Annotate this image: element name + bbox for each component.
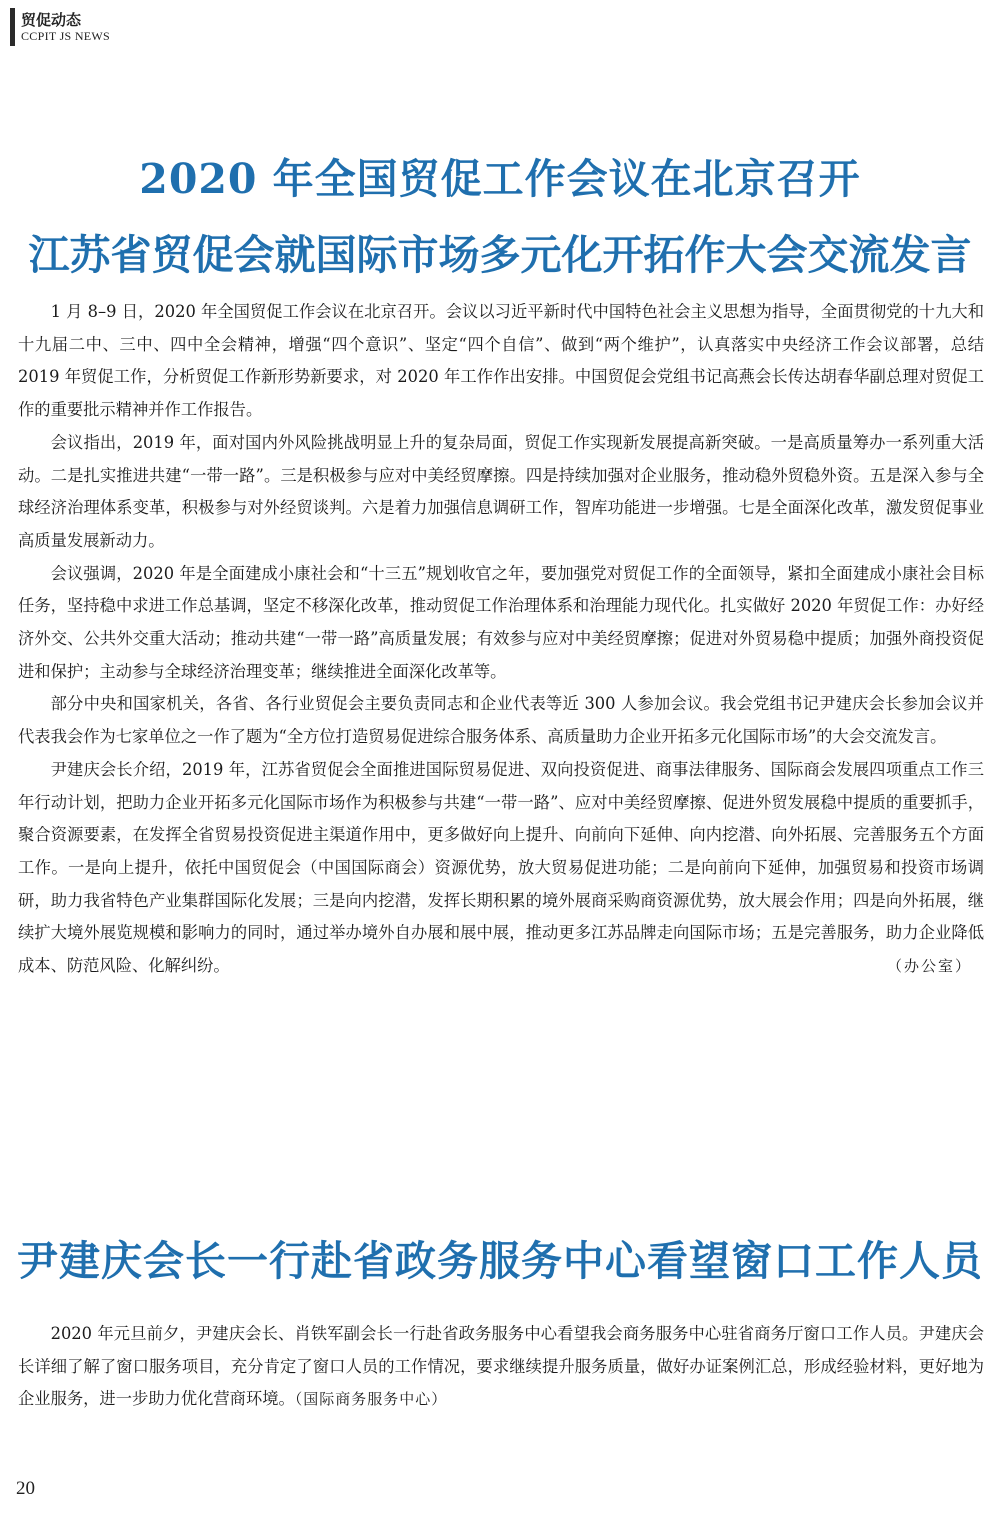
article2-source: （国际商务服务中心）: [294, 1390, 448, 1409]
header-text: [21, 8, 110, 46]
article1-paragraph-last: [18, 754, 984, 983]
section-name-en: CCPIT JS NEWS: [21, 28, 111, 43]
article2-body: [18, 1318, 984, 1416]
article1-paragraph: 会议强调，2020 年是全面建成小康社会和“十三五”规划收官之年，要加强党对贸促工作的全面领导，紧扣全面建成小康社会目标任务，坚持稳中求进工作总基调，坚定不移深化改革，推动贸促工作治理体系和治理能力现代化。扎实做好 2020 年贸促工作：办好经济外交、公共外交重大活动；推动共建“一带一路”高质量发展；有效参与应对中美经贸摩擦；促进对外贸易稳中提质；加强外商投资促进和保护；主动参与全球经济治理变革；继续推进全面深化改革等。: [18, 563, 984, 681]
section-name-cn: 贸促动态: [21, 10, 82, 29]
article2-paragraph-text: 2020 年元旦前夕，尹建庆会长、肖铁军副会长一行赴省政务服务中心看望我会商务服务中心驻省商务厅窗口工作人员。尹建庆会长详细了解了窗口服务项目，充分肯定了窗口人员的工作情况，要求继续提升服务质量，做好办证案例汇总，形成经验材料，更好地为企业服务，进一步助力优化营商环境。: [18, 1324, 984, 1409]
article2-paragraph: [18, 1318, 984, 1416]
article1-paragraph: 部分中央和国家机关，各省、各行业贸促会主要负责同志和企业代表等近 300 人参加会议。我会党组书记尹建庆会长参加会议并代表我会作为七家单位之一作了题为“全方位打造贸易促进综合服务体系、高质量助力企业开拓多元化国际市场”的大会交流发言。: [18, 694, 984, 747]
article1-body: [18, 296, 984, 983]
article1-paragraph: 会议指出，2019 年，面对国内外风险挑战明显上升的复杂局面，贸促工作实现新发展提高新突破。一是高质量筹办一系列重大活动。二是扎实推进共建“一带一路”。三是积极参与应对中美经贸摩擦。四是持续加强对企业服务，推动稳外贸稳外资。五是深入参与全球经济治理体系变革，积极参与对外经贸谈判。六是着力加强信息调研工作，智库功能进一步增强。七是全面深化改革，激发贸促事业高质量发展新动力。: [18, 432, 984, 550]
header-accent-bar: [10, 8, 15, 46]
article1-paragraph: 1 月 8–9 日，2020 年全国贸促工作会议在北京召开。会议以习近平新时代中国特色社会主义思想为指导，全面贯彻党的十九大和十九届二中、三中、四中全会精神，增强“四个意识”、坚定“四个自信”、做到“两个维护”，认真落实中央经济工作会议部署，总结 2019 年贸促工作，分析贸促工作新形势新要求，对 2020 年工作作出安排。中国贸促会党组书记高燕会长传达胡春华副总理对贸促工作的重要批示精神并作工作报告。: [18, 302, 984, 420]
article1-source: （办公室）: [886, 957, 972, 976]
article1-paragraph-text: 尹建庆会长介绍，2019 年，江苏省贸促会全面推进国际贸易促进、双向投资促进、商事法律服务、国际商会发展四项重点工作三年行动计划，把助力企业开拓多元化国际市场作为积极参与共建“一带一路”、应对中美经贸摩擦、促进外贸发展稳中提质的重要抓手，聚合资源要素，在发挥全省贸易投资促进主渠道作用中，更多做好向上提升、向前向下延伸、向内挖潜、向外拓展、完善服务五个方面工作。一是向上提升，依托中国贸促会（中国国际商会）资源优势，放大贸易促进功能；二是向前向下延伸，加强贸易和投资市场调研，助力我省特色产业集群国际化发展；三是向内挖潜，发挥长期积累的境外展商采购商资源优势，放大展会作用；四是向外拓展，继续扩大境外展览规模和影响力的同时，通过举办境外自办展和展中展，推动更多江苏品牌走向国际市场；五是完善服务，助力企业降低成本、防范风险、化解纠纷。: [18, 759, 984, 976]
page-number: 20: [16, 1478, 35, 1499]
section-header: [10, 8, 110, 46]
article2-title: 尹建庆会长一行赴省政务服务中心看望窗口工作人员: [17, 1237, 983, 1285]
article1-title-line2: 江苏省贸促会就国际市场多元化开拓作大会交流发言: [28, 231, 972, 279]
article1-title-line1: 2020 年全国贸促工作会议在北京召开: [139, 155, 861, 203]
